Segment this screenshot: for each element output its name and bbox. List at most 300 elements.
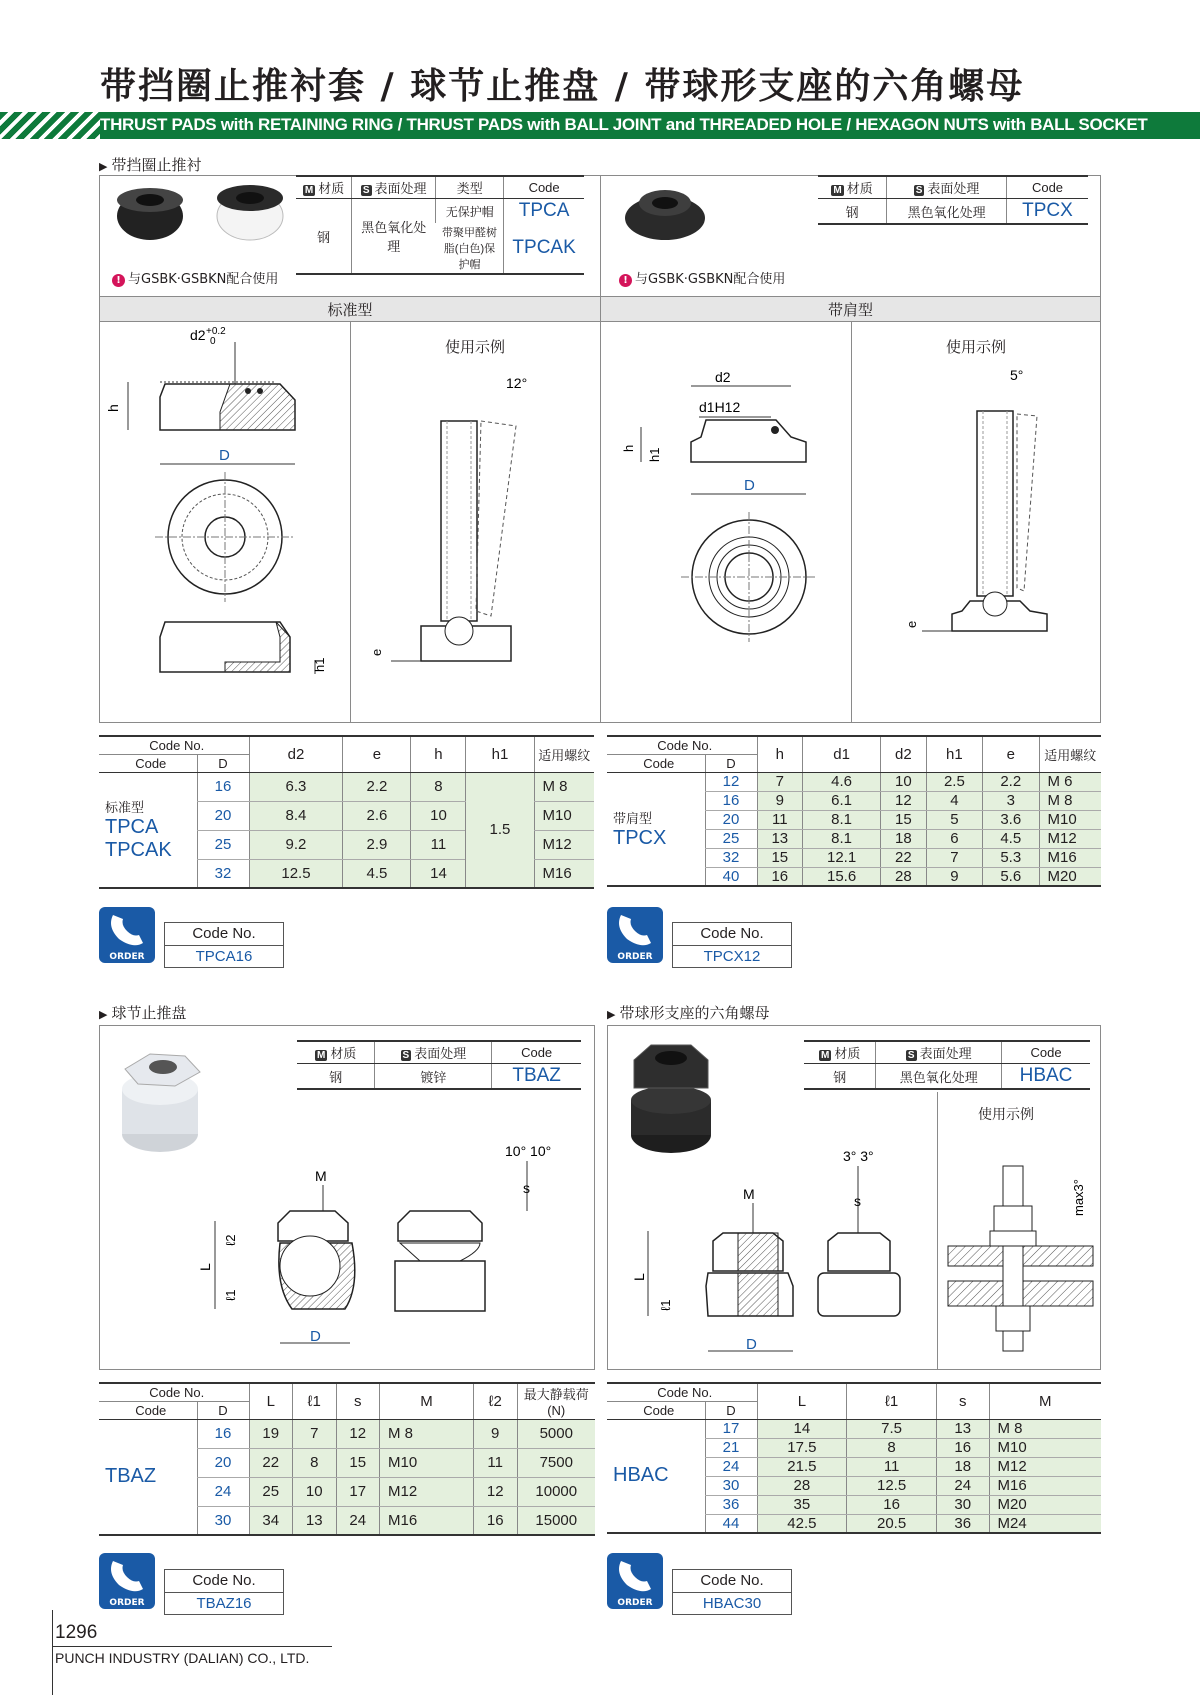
cell-L: 42.5: [757, 1514, 847, 1533]
cell-d1: 8.1: [803, 810, 881, 829]
th-d2: d2: [249, 736, 343, 772]
spec-code1: TPCA: [504, 199, 584, 224]
cell-h1: 9: [926, 867, 982, 886]
footer-rule: [52, 1610, 53, 1695]
cell-s: 24: [936, 1476, 989, 1495]
table-row: [99, 772, 594, 801]
cell-D: 44: [705, 1514, 757, 1533]
tbaz-spec-table: [297, 1040, 581, 1090]
order-icon-hbac[interactable]: [607, 1553, 663, 1609]
order-label: ORDER: [109, 952, 145, 962]
table-row: [607, 1419, 1101, 1438]
specx-h-surface: 表面处理: [927, 181, 980, 196]
cell-M: M16: [380, 1506, 474, 1535]
order-codeno-label: Code No.: [192, 925, 256, 942]
cell-M: M12: [380, 1477, 474, 1506]
svg-text:L: L: [631, 1273, 647, 1281]
section-heading-tbaz: ▶ 球节止推盘: [99, 1002, 186, 1023]
cell-D: 16: [197, 772, 249, 801]
page-number: 1296: [55, 1622, 98, 1643]
phone-icon: [607, 907, 663, 949]
cell-D: 16: [197, 1419, 249, 1448]
cell-d2: 6.3: [249, 772, 343, 801]
cell-M: M12: [989, 1457, 1101, 1476]
code-tpcx: TPCX: [613, 826, 667, 849]
type-label: 带肩型: [613, 810, 653, 826]
svg-text:ℓ2: ℓ2: [223, 1234, 238, 1246]
cell-D: 40: [705, 867, 757, 886]
angle-label: 12°: [506, 375, 528, 391]
cell-l1: 11: [847, 1457, 937, 1476]
order-code-hbac: [672, 1569, 792, 1615]
cell-M: M 8: [989, 1419, 1101, 1438]
material-badge: M: [304, 185, 314, 196]
hbac-max: max3°: [1071, 1179, 1086, 1216]
tpca-note: [112, 268, 278, 287]
table-row: [607, 772, 1101, 791]
page-subtitle: THRUST PADS with RETAINING RING / THRUST PADS with BALL JOINT and THREADED HOLE / HEXAGON NUTS with BALL SOCKET: [100, 115, 1148, 134]
divider: [600, 176, 601, 296]
th-s: s: [936, 1383, 989, 1419]
tpcx-spec-table: [818, 175, 1088, 225]
th-M: M: [380, 1383, 474, 1419]
spec-surface: 黑色氧化处理: [876, 1064, 1002, 1090]
cell-d1: 6.1: [803, 791, 881, 810]
cell-s: 24: [336, 1506, 380, 1535]
th-e: e: [983, 736, 1039, 772]
th-d1: d1: [803, 736, 881, 772]
cell-d2: 12.5: [249, 859, 343, 888]
th-codeno: Code No.: [607, 1383, 757, 1401]
cell-l1: 10: [293, 1477, 337, 1506]
order-label: ORDER: [617, 1598, 653, 1608]
order-icon-tbaz[interactable]: [99, 1553, 155, 1609]
cell-s: 17: [336, 1477, 380, 1506]
svg-text:0: 0: [210, 336, 216, 347]
cell-h: 15: [757, 848, 803, 867]
order-codeno-label: Code No.: [700, 925, 764, 942]
cell-load: 15000: [517, 1506, 595, 1535]
order-code-tbaz: [164, 1569, 284, 1615]
spec-material: 钢: [297, 1064, 375, 1090]
specx-material: 钢: [818, 199, 887, 225]
cell-h: 9: [757, 791, 803, 810]
hbac-usage-drawing: [938, 1146, 1100, 1361]
cell-M: M16: [989, 1476, 1101, 1495]
cell-e: 3: [983, 791, 1039, 810]
cell-M: M24: [989, 1514, 1101, 1533]
th-h: h: [757, 736, 803, 772]
tpca-panel: [99, 175, 1101, 723]
cell-e: 3.6: [983, 810, 1039, 829]
order-codeno-label: Code No.: [700, 1572, 764, 1589]
svg-text:h: h: [621, 444, 636, 452]
cell-load: 7500: [517, 1448, 595, 1477]
info-icon: !: [112, 274, 125, 287]
cell-h: 11: [411, 830, 466, 859]
spec-h-surface: 表面处理: [414, 1046, 467, 1061]
cell-l1: 8: [293, 1448, 337, 1477]
svg-text:h1: h1: [647, 447, 662, 462]
cell-M: M10: [380, 1448, 474, 1477]
svg-text:e: e: [369, 648, 384, 656]
cell-e: 4.5: [343, 859, 411, 888]
svg-text:s: s: [854, 1193, 861, 1209]
specx-surface: 黑色氧化处理: [887, 199, 1007, 225]
cell-s: 18: [936, 1457, 989, 1476]
th-codeno: Code No.: [607, 736, 757, 754]
th-codeno: Code No.: [99, 1383, 249, 1401]
cell-thread: M 8: [1039, 791, 1101, 810]
cell-d2: 15: [881, 810, 927, 829]
cell-d1: 8.1: [803, 829, 881, 848]
cell-M: M10: [989, 1438, 1101, 1457]
spec-h-material: 材质: [330, 1046, 357, 1061]
cell-h: 8: [411, 772, 466, 801]
cell-L: 35: [757, 1495, 847, 1514]
order-code-value[interactable]: TPCX12: [673, 945, 791, 967]
spec-h-material: 材质: [318, 181, 345, 196]
svg-text:L: L: [197, 1263, 213, 1271]
th-L: L: [757, 1383, 847, 1419]
cell-l2: 16: [473, 1506, 517, 1535]
code-tpcak: TPCAK: [105, 839, 172, 862]
th-D: D: [705, 754, 757, 772]
svg-text:s: s: [523, 1180, 530, 1196]
company-name: PUNCH INDUSTRY (DALIAN) CO., LTD.: [55, 1650, 310, 1666]
usage-label-sh: 使用示例: [945, 338, 1006, 356]
cell-s: 16: [936, 1438, 989, 1457]
order-code-value[interactable]: HBAC30: [673, 1592, 791, 1614]
tpca-note-text: 与GSBK·GSBKN配合使用: [128, 272, 279, 287]
svg-text:d2: d2: [715, 369, 731, 385]
cell-l1: 13: [293, 1506, 337, 1535]
cell-d2: 8.4: [249, 801, 343, 830]
cell-L: 21.5: [757, 1457, 847, 1476]
cell-L: 19: [249, 1419, 293, 1448]
surface-badge: S: [915, 185, 923, 196]
th-l1: ℓ1: [293, 1383, 337, 1419]
th-load: 最大静载荷(N): [517, 1383, 595, 1419]
svg-text:d1H12: d1H12: [699, 399, 741, 415]
tpca-usage-drawing: [351, 356, 599, 716]
th-thread: 适用螺纹: [534, 736, 594, 772]
cell-thread: M20: [1039, 867, 1101, 886]
cell-l2: 12: [473, 1477, 517, 1506]
cell-d1: 4.6: [803, 772, 881, 791]
tpca-product-photo: [110, 178, 300, 248]
spec-code: HBAC: [1002, 1064, 1090, 1090]
cell-d1: 12.1: [803, 848, 881, 867]
svg-text:D: D: [219, 447, 230, 464]
cell-load: 5000: [517, 1419, 595, 1448]
tbaz-panel: [99, 1025, 595, 1370]
cell-L: 28: [757, 1476, 847, 1495]
cell-s: 12: [336, 1419, 380, 1448]
tbaz-table-wrap: [99, 1382, 595, 1536]
cell-e: 5.3: [983, 848, 1039, 867]
section-heading-tpca: ▶ 带挡圈止推衬: [99, 154, 201, 175]
cell-thread: M10: [1039, 810, 1101, 829]
cell-h1: 6: [926, 829, 982, 848]
tpcx-note-text: 与GSBK·GSBKN配合使用: [635, 272, 786, 287]
order-code-value[interactable]: TBAZ16: [165, 1592, 283, 1614]
cell-d2: 12: [881, 791, 927, 810]
svg-text:h1: h1: [312, 657, 327, 672]
spec-h-material: 材质: [834, 1046, 861, 1061]
cell-D: 12: [705, 772, 757, 791]
row-code-cell: [607, 1419, 705, 1533]
tpca-spec-table: [296, 175, 584, 275]
surface-badge: S: [907, 1050, 915, 1061]
cell-l1: 7: [293, 1419, 337, 1448]
tpcx-product-photo: [620, 178, 710, 248]
svg-text:M: M: [315, 1168, 327, 1184]
cell-d2: 18: [881, 829, 927, 848]
th-code: Code: [99, 1401, 197, 1419]
info-icon: !: [619, 274, 632, 287]
th-d2: d2: [881, 736, 927, 772]
cell-thread: M10: [534, 801, 594, 830]
spec-material: 钢: [296, 199, 352, 275]
cell-d2: 9.2: [249, 830, 343, 859]
cell-e: 2.2: [983, 772, 1039, 791]
tpcx-data-table: [607, 735, 1101, 887]
cell-D: 25: [197, 830, 249, 859]
cell-thread: M12: [1039, 829, 1101, 848]
th-thread: 适用螺纹: [1039, 736, 1101, 772]
code-tbaz: TBAZ: [105, 1465, 157, 1488]
cell-load: 10000: [517, 1477, 595, 1506]
cell-D: 20: [705, 810, 757, 829]
cell-e: 2.9: [343, 830, 411, 859]
order-code-tpcx: [672, 922, 792, 968]
cell-s: 15: [336, 1448, 380, 1477]
cell-D: 20: [197, 801, 249, 830]
cell-h: 14: [411, 859, 466, 888]
th-D: D: [197, 1401, 249, 1419]
cell-h: 13: [757, 829, 803, 848]
cell-e: 2.6: [343, 801, 411, 830]
cell-L: 25: [249, 1477, 293, 1506]
code-hbac: HBAC: [613, 1464, 669, 1487]
th-h: h: [411, 736, 466, 772]
hbac-angles: 3° 3°: [843, 1148, 874, 1164]
order-code-value[interactable]: TPCA16: [165, 945, 283, 967]
cell-M: M20: [989, 1495, 1101, 1514]
th-codeno: Code No.: [99, 736, 249, 754]
cell-D: 36: [705, 1495, 757, 1514]
svg-text:ℓ1: ℓ1: [223, 1289, 238, 1301]
spec-code2: TPCAK: [504, 223, 584, 274]
cell-s: 30: [936, 1495, 989, 1514]
order-code-tpca: [164, 922, 284, 968]
hbac-spec-table: [804, 1040, 1090, 1090]
cell-h1: 5: [926, 810, 982, 829]
surface-badge: S: [402, 1050, 410, 1061]
cell-h1: 7: [926, 848, 982, 867]
cell-h1: 4: [926, 791, 982, 810]
th-D: D: [705, 1401, 757, 1419]
cell-D: 21: [705, 1438, 757, 1457]
svg-text:e: e: [904, 620, 919, 628]
cell-l2: 11: [473, 1448, 517, 1477]
cell-L: 17.5: [757, 1438, 847, 1457]
th-e: e: [343, 736, 411, 772]
spec-surface: 镀锌: [375, 1064, 492, 1090]
specx-h-code: Code: [1006, 176, 1088, 199]
cell-D: 24: [705, 1457, 757, 1476]
cell-L: 22: [249, 1448, 293, 1477]
tbaz-drawing: [180, 1111, 590, 1366]
tpcx-note: [619, 268, 785, 287]
svg-text:+0.2: +0.2: [206, 326, 226, 337]
cell-D: 20: [197, 1448, 249, 1477]
spec-type1: 无保护帽: [436, 199, 504, 224]
specx-code: TPCX: [1006, 199, 1088, 225]
svg-text:D: D: [746, 1336, 757, 1353]
cell-l1: 20.5: [847, 1514, 937, 1533]
cell-s: 13: [936, 1419, 989, 1438]
title-bar-stripes: [0, 112, 100, 139]
spec-material: 钢: [804, 1064, 876, 1090]
cell-h: 11: [757, 810, 803, 829]
cell-l1: 16: [847, 1495, 937, 1514]
cell-d2: 28: [881, 867, 927, 886]
cell-h: 7: [757, 772, 803, 791]
usage-label-std: 使用示例: [444, 338, 505, 356]
cell-D: 32: [705, 848, 757, 867]
th-D: D: [197, 754, 249, 772]
svg-text:D: D: [310, 1328, 321, 1345]
th-h1: h1: [466, 736, 534, 772]
tpcx-drawing: [601, 322, 851, 722]
th-s: s: [336, 1383, 380, 1419]
cell-d2: 22: [881, 848, 927, 867]
table-row: [99, 1419, 595, 1448]
tbaz-data-table: [99, 1382, 595, 1536]
hbac-data-table: [607, 1382, 1101, 1534]
svg-text:M: M: [743, 1186, 755, 1202]
cell-D: 16: [705, 791, 757, 810]
cell-l2: 9: [473, 1419, 517, 1448]
spec-h-code: Code: [1002, 1041, 1090, 1064]
code-tpca: TPCA: [105, 816, 159, 839]
th-h1: h1: [926, 736, 982, 772]
spec-h-surface: 表面处理: [919, 1046, 972, 1061]
usage-label-hbac: 使用示例: [978, 1107, 1034, 1123]
section-heading-hbac: ▶ 带球形支座的六角螺母: [607, 1002, 769, 1023]
cell-D: 30: [197, 1506, 249, 1535]
th-code: Code: [607, 754, 705, 772]
svg-text:h: h: [105, 404, 121, 412]
spec-h-type: 类型: [436, 176, 504, 199]
tpca-drawing: [100, 322, 350, 722]
th-l2: ℓ2: [473, 1383, 517, 1419]
order-codeno-label: Code No.: [192, 1572, 256, 1589]
phone-icon: [99, 1553, 155, 1595]
hbac-drawing: [618, 1121, 938, 1366]
spec-h-surface: 表面处理: [374, 181, 427, 196]
spec-h-code: Code: [504, 176, 584, 199]
cell-D: 24: [197, 1477, 249, 1506]
cell-l1: 8: [847, 1438, 937, 1457]
svg-text:d2: d2: [190, 327, 206, 343]
hbac-panel: [607, 1025, 1101, 1370]
material-badge: M: [833, 185, 842, 196]
spec-h-code: Code: [492, 1041, 581, 1064]
cell-thread: M12: [534, 830, 594, 859]
row-code-cell: [99, 772, 197, 888]
cell-e: 4.5: [983, 829, 1039, 848]
cell-h1: 1.5: [466, 772, 534, 888]
cell-L: 34: [249, 1506, 293, 1535]
panel-header-shoulder: 带肩型: [601, 296, 1100, 322]
row-code-cell: [99, 1419, 197, 1535]
phone-icon: [99, 907, 155, 949]
cell-e: 5.6: [983, 867, 1039, 886]
cell-thread: M 6: [1039, 772, 1101, 791]
row-code-cell: [607, 772, 705, 886]
cell-h1: 2.5: [926, 772, 982, 791]
order-label: ORDER: [109, 1598, 145, 1608]
tpca-table-wrap: [99, 735, 594, 889]
tpcx-usage-drawing: [852, 356, 1100, 716]
cell-d1: 15.6: [803, 867, 881, 886]
specx-h-material: 材质: [846, 181, 873, 196]
cell-D: 17: [705, 1419, 757, 1438]
cell-d2: 10: [881, 772, 927, 791]
svg-text:ℓ1: ℓ1: [658, 1299, 673, 1311]
th-code: Code: [99, 754, 197, 772]
surface-badge: S: [362, 185, 370, 196]
cell-L: 14: [757, 1419, 847, 1438]
spec-code: TBAZ: [492, 1064, 581, 1090]
spec-surface: 黑色氧化处理: [352, 199, 436, 275]
cell-l1: 12.5: [847, 1476, 937, 1495]
phone-icon: [607, 1553, 663, 1595]
cell-M: M 8: [380, 1419, 474, 1448]
material-badge: M: [821, 1050, 830, 1061]
order-icon-tpcx[interactable]: [607, 907, 663, 963]
cell-l1: 7.5: [847, 1419, 937, 1438]
order-label: ORDER: [617, 952, 653, 962]
th-L: L: [249, 1383, 293, 1419]
cell-s: 36: [936, 1514, 989, 1533]
cell-D: 32: [197, 859, 249, 888]
footer-line: [52, 1646, 332, 1647]
cell-thread: M16: [534, 859, 594, 888]
th-M: M: [989, 1383, 1101, 1419]
cell-D: 30: [705, 1476, 757, 1495]
svg-text:D: D: [744, 477, 755, 494]
panel-header-standard: 标准型: [100, 296, 601, 322]
page-title: 带挡圈止推衬套 / 球节止推盘 / 带球形支座的六角螺母: [100, 66, 1025, 107]
th-l1: ℓ1: [847, 1383, 937, 1419]
angle-label-sh: 5°: [1010, 367, 1024, 383]
tbaz-angles: 10° 10°: [505, 1143, 552, 1159]
cell-thread: M16: [1039, 848, 1101, 867]
type-label: 标准型: [105, 800, 145, 816]
order-icon-tpca[interactable]: [99, 907, 155, 963]
spec-type2: 带聚甲醛树脂(白色)保护帽: [436, 223, 504, 274]
tpcx-table-wrap: [607, 735, 1101, 887]
cell-h: 16: [757, 867, 803, 886]
hbac-table-wrap: [607, 1382, 1101, 1534]
cell-h: 10: [411, 801, 466, 830]
th-code: Code: [607, 1401, 705, 1419]
material-badge: M: [317, 1050, 326, 1061]
